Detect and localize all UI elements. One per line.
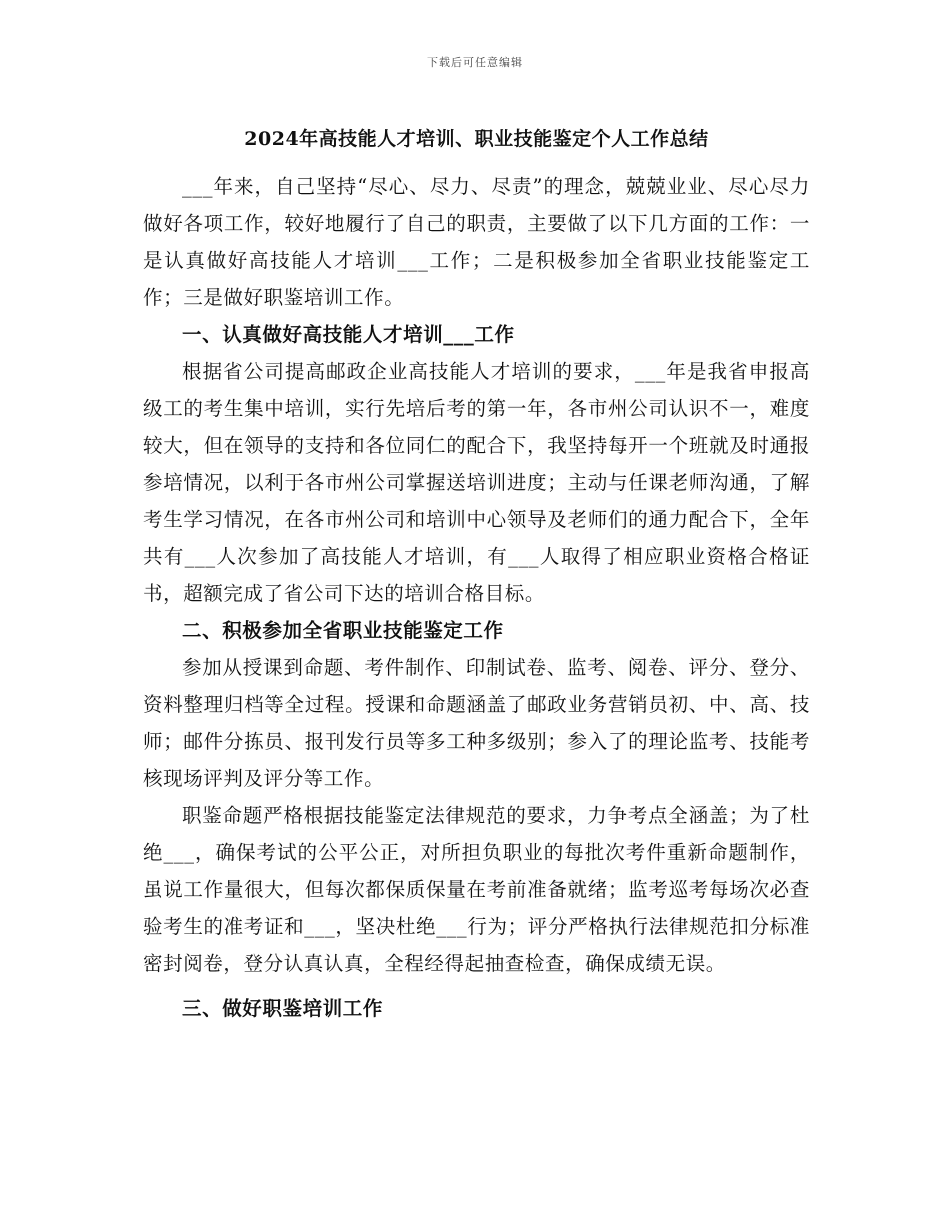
document-title: 2024年高技能人才培训、职业技能鉴定个人工作总结 — [244, 128, 709, 150]
section-2-paragraph-1: 参加从授课到命题、考件制作、印制试卷、监考、阅卷、评分、登分、资料整理归档等全过程。授课和命题涵盖了邮政业务营销员初、中、高、技师；邮件分拣员、报刊发行员等多工种多级别；参入了的理论监考、技能考核现场评判及评分等工作。 — [143, 656, 810, 790]
section-2-paragraph-2: 职鉴命题严格根据技能鉴定法律规范的要求，力争考点全涵盖；为了杜绝___，确保考试的公平公正，对所担负职业的每批次考件重新命题制作，虽说工作量很大，但每次都保质保量在考前准备就绪；监考巡考每场次必查验考生的准考证和___，坚决杜绝___行为；评分严格执行法律规范扣分标准密封阅卷，登分认真认真，全程经得起抽查检查，确保成绩无误。 — [143, 804, 810, 975]
section-heading-2: 二、积极参加全省职业技能鉴定工作 — [182, 619, 504, 642]
section-heading-1: 一、认真做好高技能人才培训___工作 — [182, 323, 515, 346]
section-heading-3: 三、做好职鉴培训工作 — [182, 997, 384, 1020]
document-body — [143, 168, 810, 1027]
intro-paragraph: ___年来，自己坚持“尽心、尽力、尽责”的理念，兢兢业业、尽心尽力做好各项工作，较好地履行了自己的职责，主要做了以下几方面的工作：一是认真做好高技能人才培训___工作；二是积极参加全省职业技能鉴定工作；三是做好职鉴培训工作。 — [143, 175, 810, 309]
header-note: 下载后可任意编辑 — [427, 56, 523, 69]
section-1-paragraph-1: 根据省公司提高邮政企业高技能人才培训的要求，___年是我省申报高级工的考生集中培训，实行先培后考的第一年，各市州公司认识不一，难度较大，但在领导的支持和各位同仁的配合下，我坚持每开一个班就及时通报参培情况，以利于各市州公司掌握送培训进度；主动与任课老师沟通，了解考生学习情况，在各市州公司和培训中心领导及老师们的通力配合下，全年共有___人次参加了高技能人才培训，有___人取得了相应职业资格合格证书，超额完成了省公司下达的培训合格目标。 — [143, 360, 810, 605]
